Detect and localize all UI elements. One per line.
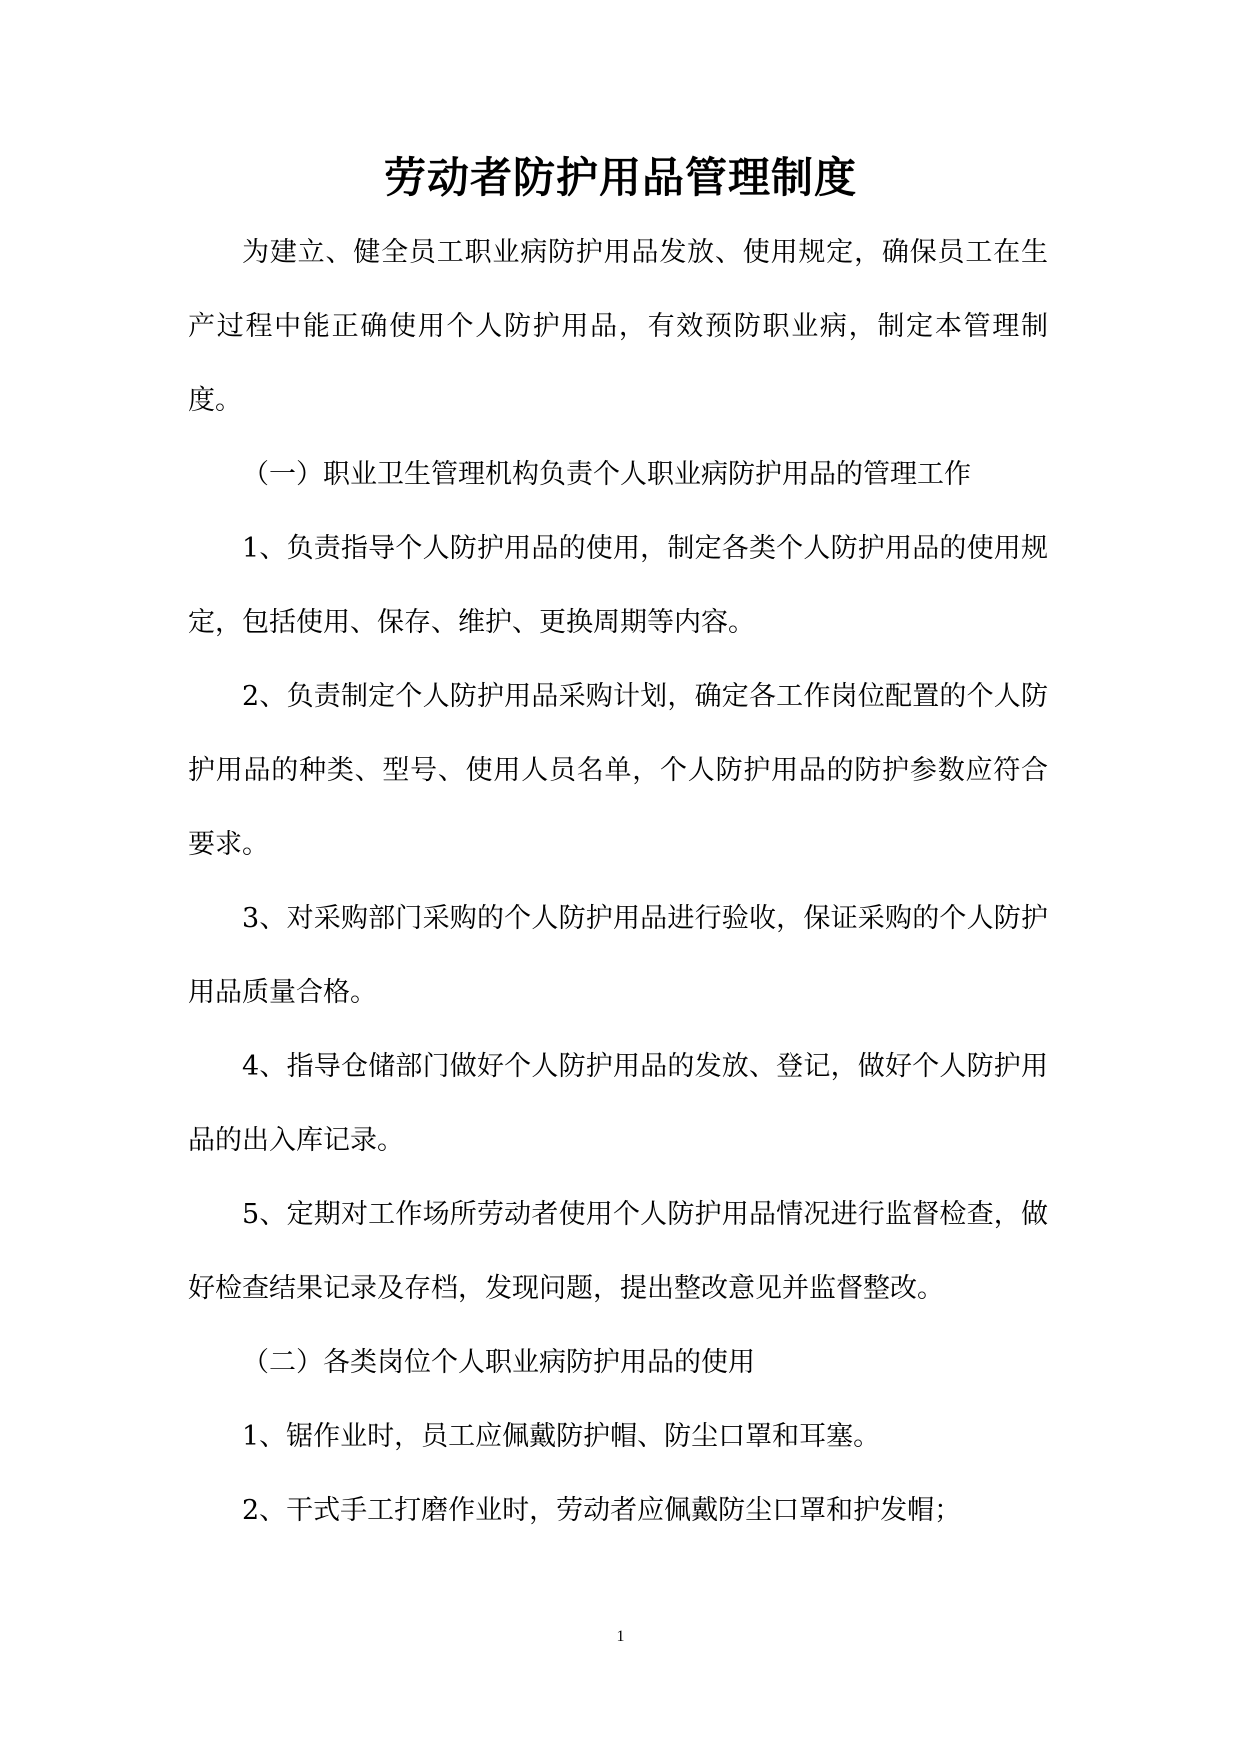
list-item: 5、定期对工作场所劳动者使用个人防护用品情况进行监督检查，做好检查结果记录及存档，发现问题，提出整改意见并监督整改。 [188, 1199, 1048, 1304]
list-item: 2、干式手工打磨作业时，劳动者应佩戴防尘口罩和护发帽； [242, 1495, 962, 1526]
list-item: 3、对采购部门采购的个人防护用品进行验收，保证采购的个人防护用品质量合格。 [188, 903, 1048, 1008]
page-number: 1 [616, 1628, 625, 1645]
list-item: 1、负责指导个人防护用品的使用，制定各类个人防护用品的使用规定，包括使用、保存、维护、更换周期等内容。 [188, 533, 1048, 638]
document-title: 劳动者防护用品管理制度 [383, 153, 857, 202]
section-heading-2: （二）各类岗位个人职业病防护用品的使用 [242, 1347, 755, 1378]
section-heading-1: （一）职业卫生管理机构负责个人职业病防护用品的管理工作 [242, 459, 971, 490]
list-item: 1、锯作业时，员工应佩戴防护帽、防尘口罩和耳塞。 [242, 1421, 881, 1452]
paragraph-intro: 为建立、健全员工职业病防护用品发放、使用规定，确保员工在生产过程中能正确使用个人防护用品，有效预防职业病，制定本管理制度。 [188, 237, 1048, 416]
document-body [188, 216, 1048, 1548]
list-item: 2、负责制定个人防护用品采购计划，确定各工作岗位配置的个人防护用品的种类、型号、使用人员名单，个人防护用品的防护参数应符合要求。 [188, 681, 1048, 860]
list-item: 4、指导仓储部门做好个人防护用品的发放、登记，做好个人防护用品的出入库记录。 [188, 1051, 1048, 1156]
